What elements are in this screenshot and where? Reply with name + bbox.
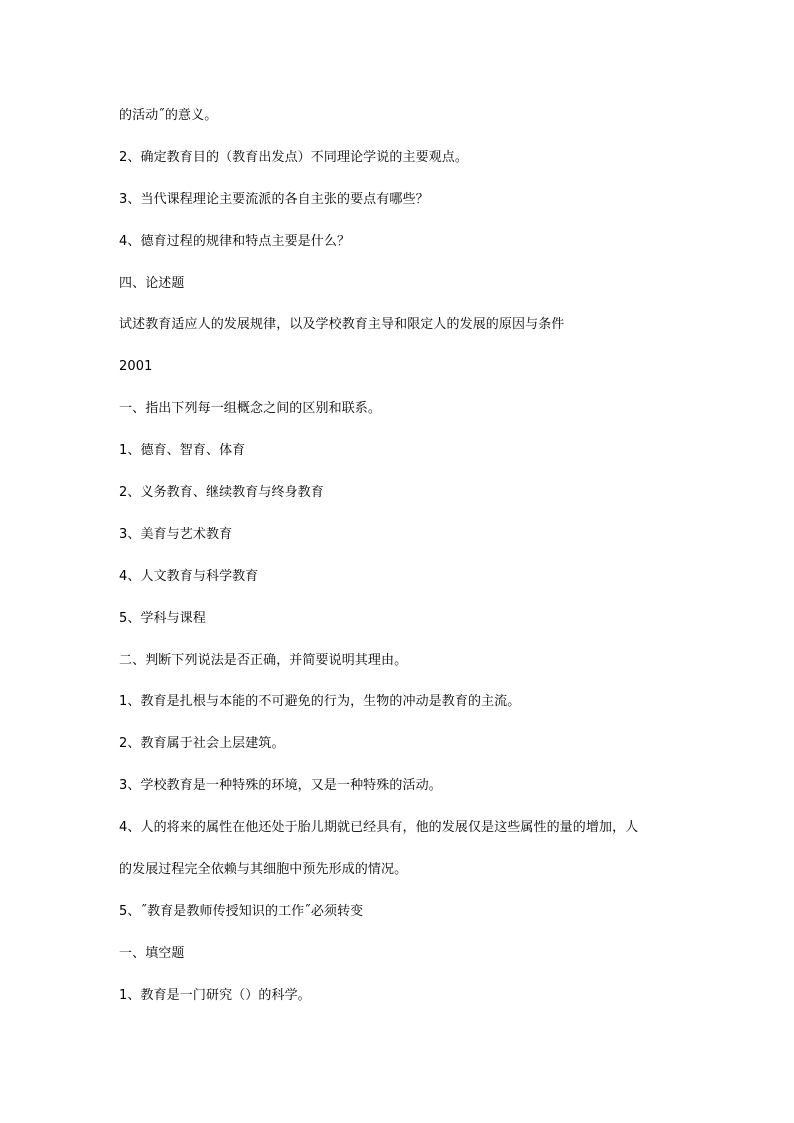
text-line: 4、人文教育与科学教育 [119,568,259,584]
text-line: 5、学科与课程 [119,610,206,626]
section-heading: 一、指出下列每一组概念之间的区别和联系。 [119,401,382,417]
text-line: 2、确定教育目的（教育出发点）不同理论学说的主要观点。 [119,149,468,165]
text-line: 4、德育过程的规律和特点主要是什么？ [119,233,351,249]
text-line: 试述教育适应人的发展规律，以及学校教育主导和限定人的发展的原因与条件 [119,317,565,333]
text-line: 3、美育与艺术教育 [119,526,233,542]
text-line: 3、当代课程理论主要流派的各自主张的要点有哪些？ [119,191,429,207]
text-line: 2、教育属于社会上层建筑。 [119,736,285,752]
text-line: 的发展过程完全依赖与其细胞中预先形成的情况。 [119,862,408,878]
section-heading: 一、填空题 [119,945,185,961]
text-line: 4、人的将来的属性在他还处于胎儿期就已经具有，他的发展仅是这些属性的量的增加，人 [119,820,639,836]
year-heading: 2001 [119,359,153,375]
section-heading: 二、判断下列说法是否正确，并简要说明其理由。 [119,652,408,668]
text-line: 1、教育是扎根与本能的不可避免的行为，生物的冲动是教育的主流。 [119,694,521,710]
text-line: 1、教育是一门研究（）的科学。 [119,987,311,1003]
text-line: 5、˝教育是教师传授知识的工作˝必须转变 [119,903,364,919]
section-heading: 四、论述题 [119,275,185,291]
text-line: 2、义务教育、继续教育与终身教育 [119,485,324,501]
document-body [119,106,719,1028]
text-line: 1、德育、智育、体育 [119,443,246,459]
text-line: 的活动˝的意义。 [119,108,218,123]
text-line: 3、学校教育是一种特殊的环境，又是一种特殊的活动。 [119,778,442,794]
